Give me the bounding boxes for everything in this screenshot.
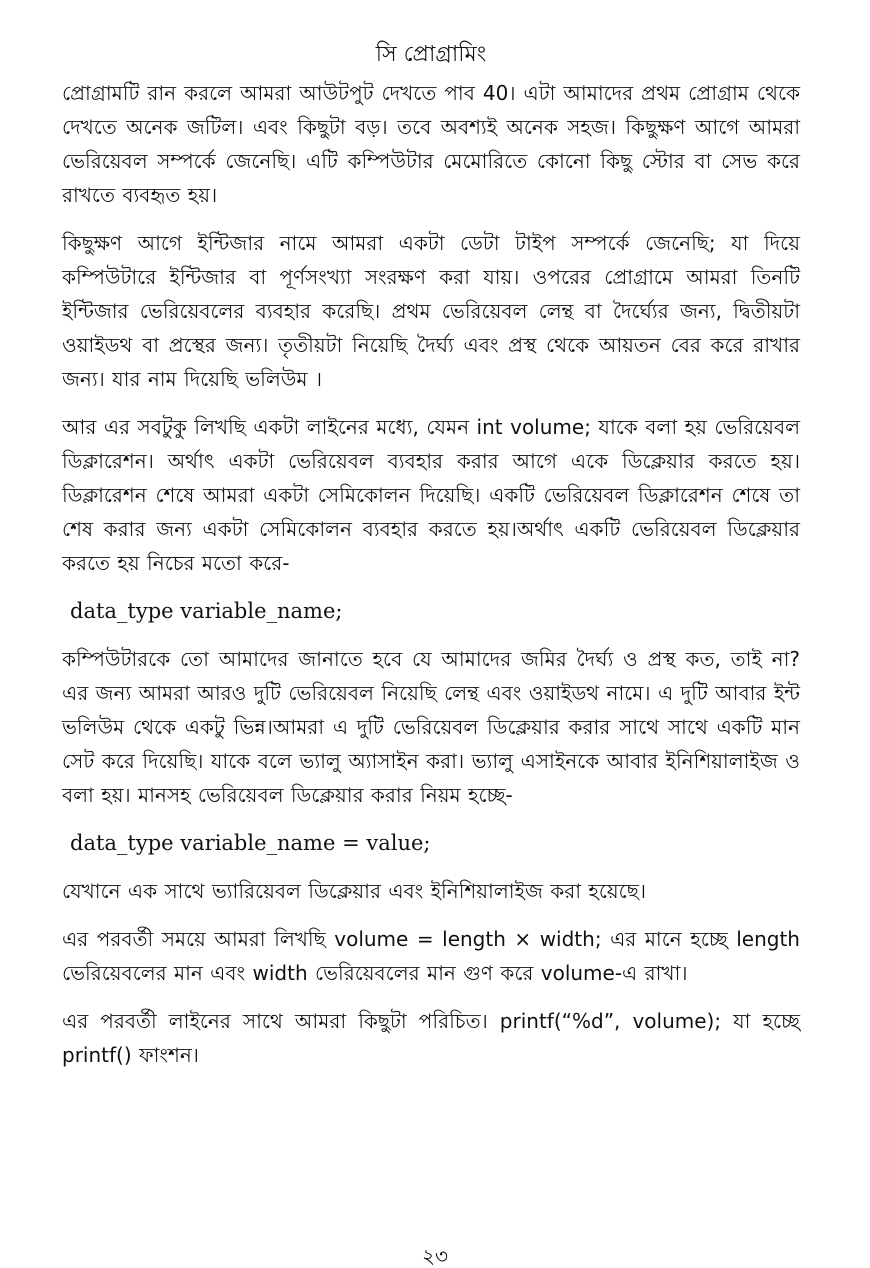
paragraph-value-assignment: কম্পিউটারকে তো আমাদের জানাতে হবে যে আমাদের জমির দৈর্ঘ্য ও প্রস্থ কত, তাই না? এর জন্য আমরা আরও দুটি ভেরিয়েবল নিয়েছি লেন্থ এবং ওয়াইডথ নামে। এ দুটি আবার ইন্ট ভলিউম থেকে একটু ভিন্ন।আমরা এ দুটি ভেরিয়েবল ডিক্লেয়ার করার সাথে সাথে একটি মান সেট করে দিয়েছি। যাকে বলে ভ্যালু অ্যাসাইন করা। ভ্যালু এসাইনকে আবার ইনিশিয়ালাইজ ও বলা হয়। মানসহ ভেরিয়েবল ডিক্লেয়ার করার নিয়ম হচ্ছে-	[62, 647, 800, 807]
page-number: ২৩	[421, 1244, 448, 1268]
paragraph-variable-declaration: আর এর সবটুকু লিখছি একটা লাইনের মধ্যে, যেমন int volume; যাকে বলা হয় ভেরিয়েবল ডিক্লারেশন। অর্থাৎ একটা ভেরিয়েবল ব্যবহার করার আগে একে ডিক্লেয়ার করতে হয়। ডিক্লারেশন শেষে আমরা একটা সেমিকোলন দিয়েছি। একটি ভেরিয়েবল ডিক্লারেশন শেষে তা শেষ করার জন্য একটা সেমিকোলন ব্যবহার করতে হয়।অর্থাৎ একটি ভেরিয়েবল ডিক্লেয়ার করতে হয় নিচের মতো করে-	[62, 415, 800, 575]
code-initialization-syntax: data_type variable_name = value;	[70, 831, 431, 855]
paragraph-output-explanation: প্রোগ্রামটি রান করলে আমরা আউটপুট দেখতে পাব 40। এটা আমাদের প্রথম প্রোগ্রাম থেকে দেখতে অনেক জটিল। এবং কিছুটা বড়। তবে অবশ্যই অনেক সহজ। কিছুক্ষণ আগে আমরা ভেরিয়েবল সম্পর্কে জেনেছি। এটি কম্পিউটার মেমোরিতে কোনো কিছু স্টোর বা সেভ করে রাখতে ব্যবহৃত হয়।	[62, 81, 800, 207]
paragraph-integer-variables: কিছুক্ষণ আগে ইন্টিজার নামে আমরা একটা ডেটা টাইপ সম্পর্কে জেনেছি; যা দিয়ে কম্পিউটারে ইন্টিজার বা পূর্ণসংখ্যা সংরক্ষণ করা যায়। ওপরের প্রোগ্রামে আমরা তিনটি ইন্টিজার ভেরিয়েবলের ব্যবহার করেছি। প্রথম ভেরিয়েবল লেন্থ বা দৈর্ঘ্যের জন্য, দ্বিতীয়টা ওয়াইডথ বা প্রস্থের জন্য। তৃতীয়টা নিয়েছি দৈর্ঘ্য এবং প্রস্থ থেকে আয়তন বের করে রাখার জন্য। যার নাম দিয়েছি ভলিউম ।	[62, 231, 800, 391]
paragraph-printf-function: এর পরবর্তী লাইনের সাথে আমরা কিছুটা পরিচিত। printf(“%d”, volume); যা হচ্ছে printf() ফাংশন।	[62, 1009, 800, 1067]
paragraph-volume-calculation: এর পরবর্তী সময়ে আমরা লিখছি volume = length × width; এর মানে হচ্ছে length ভেরিয়েবলের মান এবং width ভেরিয়েবলের মান গুণ করে volume-এ রাখা।	[62, 927, 800, 985]
page-header: সি প্রোগ্রামিং	[375, 42, 487, 67]
code-declaration-syntax: data_type variable_name;	[70, 599, 343, 623]
paragraph-declare-and-initialize: যেখানে এক সাথে ভ্যারিয়েবল ডিক্লেয়ার এবং ইনিশিয়ালাইজ করা হয়েছে।	[62, 879, 646, 903]
